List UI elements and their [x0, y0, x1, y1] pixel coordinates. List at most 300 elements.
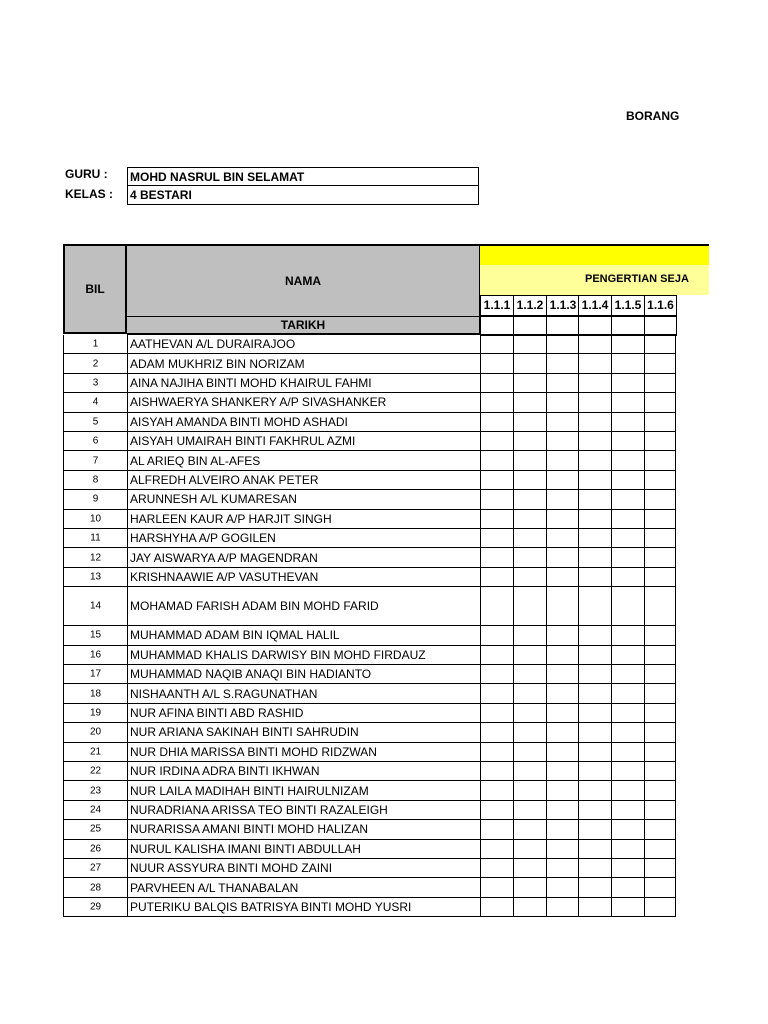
score-cell[interactable]: [644, 801, 676, 820]
score-cell[interactable]: [644, 859, 676, 878]
bil-cell: [63, 587, 127, 626]
table-row: [63, 840, 676, 859]
row-right-border: [675, 840, 677, 859]
score-cell[interactable]: [480, 413, 513, 432]
score-cell[interactable]: [513, 626, 546, 645]
bil-cell: [63, 781, 127, 800]
table-row: [63, 354, 676, 373]
student-name: HARLEEN KAUR A/P HARJIT SINGH: [130, 511, 332, 526]
score-cell[interactable]: [546, 413, 579, 432]
topic-header-band: [480, 244, 709, 265]
bil-value: 23: [89, 785, 102, 797]
score-cell[interactable]: [546, 374, 579, 393]
student-name: KRISHNAAWIE A/P VASUTHEVAN: [130, 569, 319, 584]
bil-value: 29: [89, 901, 102, 913]
nama-cell: [127, 374, 480, 393]
score-cell[interactable]: [546, 393, 579, 412]
score-cell[interactable]: [644, 354, 676, 373]
score-cell[interactable]: [513, 723, 546, 742]
score-cell[interactable]: [546, 684, 579, 703]
table-row: [63, 393, 676, 412]
row-right-border: [675, 743, 677, 762]
score-cell[interactable]: [480, 898, 513, 917]
score-cell[interactable]: [611, 413, 644, 432]
score-cell[interactable]: [644, 723, 676, 742]
score-cell[interactable]: [513, 781, 546, 800]
score-cell[interactable]: [513, 665, 546, 684]
score-cell[interactable]: [578, 587, 611, 626]
bil-cell: [63, 646, 127, 665]
score-cell[interactable]: [546, 432, 579, 451]
score-cell[interactable]: [480, 743, 513, 762]
score-cell[interactable]: [480, 859, 513, 878]
bil-value: 2: [92, 358, 99, 370]
score-cell[interactable]: [546, 665, 579, 684]
bil-cell: [63, 626, 127, 645]
bil-cell: [63, 723, 127, 742]
score-cell[interactable]: [644, 762, 676, 781]
score-cell[interactable]: [480, 471, 513, 490]
score-cell[interactable]: [546, 820, 579, 839]
score-cell[interactable]: [546, 529, 579, 548]
row-right-border: [675, 820, 677, 839]
score-cell[interactable]: [578, 568, 611, 587]
score-cell[interactable]: [480, 451, 513, 470]
score-cell[interactable]: [644, 878, 676, 897]
score-cell[interactable]: [513, 529, 546, 548]
score-cell[interactable]: [513, 335, 546, 354]
score-cell[interactable]: [513, 704, 546, 723]
score-cell[interactable]: [513, 374, 546, 393]
score-cell[interactable]: [513, 840, 546, 859]
score-cell[interactable]: [644, 529, 676, 548]
row-right-border: [675, 587, 677, 626]
tarikh-cell[interactable]: [480, 315, 514, 336]
student-name: PARVHEEN A/L THANABALAN: [130, 880, 299, 895]
score-cell[interactable]: [480, 801, 513, 820]
score-cell[interactable]: [644, 840, 676, 859]
student-name: NUR AFINA BINTI ABD RASHID: [130, 705, 304, 720]
score-cell[interactable]: [480, 626, 513, 645]
row-right-border: [675, 859, 677, 878]
score-cell[interactable]: [513, 490, 546, 509]
score-cell[interactable]: [480, 432, 513, 451]
score-cell[interactable]: [644, 704, 676, 723]
table-row: [63, 587, 676, 626]
score-cell[interactable]: [546, 840, 579, 859]
row-right-border: [675, 529, 677, 548]
row-right-border: [675, 626, 677, 645]
score-cell[interactable]: [578, 665, 611, 684]
score-cell[interactable]: [578, 898, 611, 917]
score-cell[interactable]: [546, 451, 579, 470]
score-cell[interactable]: [644, 374, 676, 393]
nama-cell: [127, 898, 480, 917]
table-row: [63, 529, 676, 548]
score-cell[interactable]: [513, 393, 546, 412]
table-row: [63, 568, 676, 587]
score-cell[interactable]: [611, 801, 644, 820]
score-cell[interactable]: [480, 665, 513, 684]
table-row: [63, 646, 676, 665]
form-title: BORANG: [626, 109, 680, 123]
nama-cell: [127, 801, 480, 820]
score-cell[interactable]: [578, 820, 611, 839]
sub-header-1-1-6: 1.1.6: [644, 295, 677, 316]
table-row: [63, 471, 676, 490]
score-cell[interactable]: [644, 646, 676, 665]
score-cell[interactable]: [546, 859, 579, 878]
score-cell[interactable]: [611, 471, 644, 490]
score-cell[interactable]: [611, 898, 644, 917]
score-cell[interactable]: [513, 548, 546, 567]
score-cell[interactable]: [611, 781, 644, 800]
score-cell[interactable]: [611, 568, 644, 587]
score-cell[interactable]: [546, 335, 579, 354]
nama-cell: [127, 781, 480, 800]
score-cell[interactable]: [644, 393, 676, 412]
bil-value: 20: [89, 726, 102, 738]
bil-value: 7: [92, 455, 99, 467]
bil-cell: [63, 704, 127, 723]
score-cell[interactable]: [546, 704, 579, 723]
score-cell[interactable]: [644, 684, 676, 703]
nama-cell: [127, 762, 480, 781]
bil-value: 24: [89, 804, 102, 816]
student-name: NUR LAILA MADIHAH BINTI HAIRULNIZAM: [130, 783, 369, 798]
table-row: [63, 898, 676, 917]
sub-header-1-1-3: 1.1.3: [546, 295, 580, 316]
score-cell[interactable]: [611, 490, 644, 509]
score-cell[interactable]: [611, 451, 644, 470]
score-cell[interactable]: [578, 781, 611, 800]
row-right-border: [675, 510, 677, 529]
bil-cell: [63, 335, 127, 354]
table-row: [63, 781, 676, 800]
score-cell[interactable]: [546, 646, 579, 665]
nama-cell: [127, 723, 480, 742]
student-name: NUR DHIA MARISSA BINTI MOHD RIDZWAN: [130, 744, 377, 759]
score-cell[interactable]: [644, 413, 676, 432]
bil-value: 25: [89, 823, 102, 835]
sub-header-1-1-4: 1.1.4: [578, 295, 612, 316]
tarikh-cell[interactable]: [513, 315, 547, 336]
score-cell[interactable]: [578, 859, 611, 878]
score-cell[interactable]: [578, 393, 611, 412]
bil-cell: [63, 413, 127, 432]
score-cell[interactable]: [578, 626, 611, 645]
score-cell[interactable]: [578, 878, 611, 897]
score-cell[interactable]: [644, 510, 676, 529]
tarikh-cell[interactable]: [611, 315, 645, 336]
score-cell[interactable]: [480, 723, 513, 742]
student-name: MUHAMMAD ADAM BIN IQMAL HALIL: [130, 628, 340, 643]
score-cell[interactable]: [611, 548, 644, 567]
topic-header-label: PENGERTIAN SEJA: [585, 273, 689, 285]
table-row: [63, 743, 676, 762]
nama-cell: [127, 510, 480, 529]
score-cell[interactable]: [578, 335, 611, 354]
score-cell[interactable]: [513, 432, 546, 451]
score-cell[interactable]: [644, 665, 676, 684]
score-cell[interactable]: [480, 490, 513, 509]
bil-cell: [63, 354, 127, 373]
score-cell[interactable]: [578, 548, 611, 567]
score-cell[interactable]: [578, 432, 611, 451]
score-cell[interactable]: [480, 587, 513, 626]
score-cell[interactable]: [611, 704, 644, 723]
bil-value: 22: [89, 765, 102, 777]
score-cell[interactable]: [546, 781, 579, 800]
score-cell[interactable]: [546, 762, 579, 781]
score-cell[interactable]: [578, 704, 611, 723]
bil-cell: [63, 762, 127, 781]
row-right-border: [675, 704, 677, 723]
bil-cell: [63, 820, 127, 839]
student-name: NUR IRDINA ADRA BINTI IKHWAN: [130, 764, 320, 779]
student-name: NUR ARIANA SAKINAH BINTI SAHRUDIN: [130, 725, 359, 740]
nama-cell: [127, 859, 480, 878]
score-cell[interactable]: [578, 490, 611, 509]
nama-cell: [127, 393, 480, 412]
score-cell[interactable]: [480, 704, 513, 723]
score-cell[interactable]: [480, 781, 513, 800]
score-cell[interactable]: [546, 548, 579, 567]
row-right-border: [675, 568, 677, 587]
score-cell[interactable]: [480, 820, 513, 839]
score-cell[interactable]: [611, 684, 644, 703]
nama-cell: [127, 548, 480, 567]
tarikh-cell[interactable]: [546, 315, 580, 336]
score-cell[interactable]: [546, 878, 579, 897]
kelas-value: 4 BESTARI: [127, 186, 479, 205]
sub-header-1-1-1: 1.1.1: [480, 295, 514, 316]
table-row: [63, 374, 676, 393]
nama-cell: [127, 451, 480, 470]
score-cell[interactable]: [611, 723, 644, 742]
score-cell[interactable]: [644, 568, 676, 587]
score-cell[interactable]: [611, 374, 644, 393]
score-cell[interactable]: [578, 684, 611, 703]
score-cell[interactable]: [644, 820, 676, 839]
score-cell[interactable]: [644, 432, 676, 451]
score-cell[interactable]: [611, 626, 644, 645]
bil-cell: [63, 393, 127, 412]
score-cell[interactable]: [611, 820, 644, 839]
score-cell[interactable]: [480, 684, 513, 703]
score-cell[interactable]: [578, 471, 611, 490]
bil-value: 18: [89, 688, 102, 700]
score-cell[interactable]: [480, 646, 513, 665]
score-cell[interactable]: [578, 529, 611, 548]
table-row: [63, 684, 676, 703]
score-cell[interactable]: [578, 723, 611, 742]
score-cell[interactable]: [480, 762, 513, 781]
table-row: [63, 335, 676, 354]
score-cell[interactable]: [513, 762, 546, 781]
score-cell[interactable]: [578, 510, 611, 529]
score-cell[interactable]: [644, 587, 676, 626]
score-cell[interactable]: [644, 898, 676, 917]
bil-cell: [63, 568, 127, 587]
score-cell[interactable]: [611, 665, 644, 684]
bil-cell: [63, 374, 127, 393]
score-cell[interactable]: [611, 646, 644, 665]
score-cell[interactable]: [546, 587, 579, 626]
nama-cell: [127, 665, 480, 684]
score-cell[interactable]: [578, 374, 611, 393]
row-right-border: [675, 393, 677, 412]
score-cell[interactable]: [480, 510, 513, 529]
student-name: NURADRIANA ARISSA TEO BINTI RAZALEIGH: [130, 802, 388, 817]
score-cell[interactable]: [578, 451, 611, 470]
bil-cell: [63, 878, 127, 897]
score-cell[interactable]: [480, 374, 513, 393]
score-cell[interactable]: [644, 335, 676, 354]
score-cell[interactable]: [513, 743, 546, 762]
score-cell[interactable]: [611, 335, 644, 354]
score-cell[interactable]: [480, 354, 513, 373]
score-cell[interactable]: [644, 743, 676, 762]
score-cell[interactable]: [513, 354, 546, 373]
score-cell[interactable]: [578, 801, 611, 820]
bil-cell: [63, 529, 127, 548]
row-right-border: [675, 665, 677, 684]
score-cell[interactable]: [644, 626, 676, 645]
score-cell[interactable]: [480, 335, 513, 354]
score-cell[interactable]: [611, 510, 644, 529]
row-right-border: [675, 374, 677, 393]
score-cell[interactable]: [578, 646, 611, 665]
score-cell[interactable]: [513, 646, 546, 665]
score-cell[interactable]: [513, 878, 546, 897]
score-cell[interactable]: [611, 878, 644, 897]
score-cell[interactable]: [546, 898, 579, 917]
score-cell[interactable]: [480, 840, 513, 859]
score-cell[interactable]: [480, 548, 513, 567]
student-name: AL ARIEQ BIN AL-AFES: [130, 453, 261, 468]
table-row: [63, 665, 676, 684]
score-cell[interactable]: [644, 781, 676, 800]
student-name: ADAM MUKHRIZ BIN NORIZAM: [130, 356, 305, 371]
score-cell[interactable]: [513, 587, 546, 626]
row-right-border: [675, 432, 677, 451]
score-cell[interactable]: [546, 471, 579, 490]
nama-cell: [127, 704, 480, 723]
score-cell[interactable]: [611, 354, 644, 373]
score-cell[interactable]: [513, 898, 546, 917]
bil-value: 14: [89, 600, 102, 612]
score-cell[interactable]: [546, 801, 579, 820]
bil-value: 1: [92, 338, 99, 350]
nama-cell: [127, 626, 480, 645]
score-cell[interactable]: [480, 529, 513, 548]
bil-value: 12: [89, 552, 102, 564]
score-cell[interactable]: [546, 626, 579, 645]
student-name: NURUL KALISHA IMANI BINTI ABDULLAH: [130, 841, 361, 856]
score-cell[interactable]: [611, 587, 644, 626]
score-cell[interactable]: [578, 743, 611, 762]
score-cell[interactable]: [513, 413, 546, 432]
bil-cell: [63, 684, 127, 703]
bil-value: 13: [89, 571, 102, 583]
score-cell[interactable]: [546, 723, 579, 742]
sub-header-1-1-2: 1.1.2: [513, 295, 547, 316]
bil-cell: [63, 743, 127, 762]
score-cell[interactable]: [546, 490, 579, 509]
score-cell[interactable]: [480, 878, 513, 897]
student-name: NISHAANTH A/L S.RAGUNATHAN: [130, 686, 318, 701]
bil-value: 16: [89, 649, 102, 661]
nama-cell: [127, 878, 480, 897]
score-cell[interactable]: [513, 568, 546, 587]
student-name: AISYAH UMAIRAH BINTI FAKHRUL AZMI: [130, 434, 356, 449]
bil-value: 4: [92, 396, 99, 408]
score-cell[interactable]: [513, 451, 546, 470]
score-cell[interactable]: [546, 354, 579, 373]
score-cell[interactable]: [513, 684, 546, 703]
nama-cell: [127, 432, 480, 451]
score-cell[interactable]: [611, 743, 644, 762]
score-cell[interactable]: [513, 820, 546, 839]
nama-cell: [127, 820, 480, 839]
score-cell[interactable]: [513, 859, 546, 878]
row-right-border: [675, 413, 677, 432]
table-row: [63, 704, 676, 723]
table-row: [63, 626, 676, 645]
score-cell[interactable]: [546, 743, 579, 762]
score-cell[interactable]: [578, 762, 611, 781]
bil-value: 27: [89, 862, 102, 874]
bil-value: 26: [89, 843, 102, 855]
score-cell[interactable]: [611, 432, 644, 451]
tarikh-cell[interactable]: [578, 315, 612, 336]
nama-cell: [127, 335, 480, 354]
score-cell[interactable]: [480, 393, 513, 412]
score-cell[interactable]: [513, 801, 546, 820]
student-name: NUUR ASSYURA BINTI MOHD ZAINI: [130, 861, 333, 876]
score-cell[interactable]: [644, 471, 676, 490]
score-cell[interactable]: [578, 354, 611, 373]
score-cell[interactable]: [644, 548, 676, 567]
score-cell[interactable]: [513, 510, 546, 529]
score-cell[interactable]: [578, 840, 611, 859]
score-cell[interactable]: [611, 762, 644, 781]
score-cell[interactable]: [546, 568, 579, 587]
student-name: PUTERIKU BALQIS BATRISYA BINTI MOHD YUSRI: [130, 899, 412, 914]
score-cell[interactable]: [611, 393, 644, 412]
score-cell[interactable]: [644, 490, 676, 509]
score-cell[interactable]: [611, 840, 644, 859]
bil-cell: [63, 801, 127, 820]
bil-value: 6: [92, 435, 99, 447]
score-cell[interactable]: [513, 471, 546, 490]
bil-cell: [63, 898, 127, 917]
table-row: [63, 820, 676, 839]
score-cell[interactable]: [611, 529, 644, 548]
score-cell[interactable]: [480, 568, 513, 587]
row-right-border: [675, 878, 677, 897]
tarikh-cell[interactable]: [644, 315, 677, 336]
guru-label: GURU :: [65, 167, 108, 181]
score-cell[interactable]: [546, 510, 579, 529]
nama-cell: [127, 684, 480, 703]
row-right-border: [675, 548, 677, 567]
score-cell[interactable]: [578, 413, 611, 432]
score-cell[interactable]: [611, 859, 644, 878]
score-cell[interactable]: [644, 451, 676, 470]
nama-cell: [127, 646, 480, 665]
